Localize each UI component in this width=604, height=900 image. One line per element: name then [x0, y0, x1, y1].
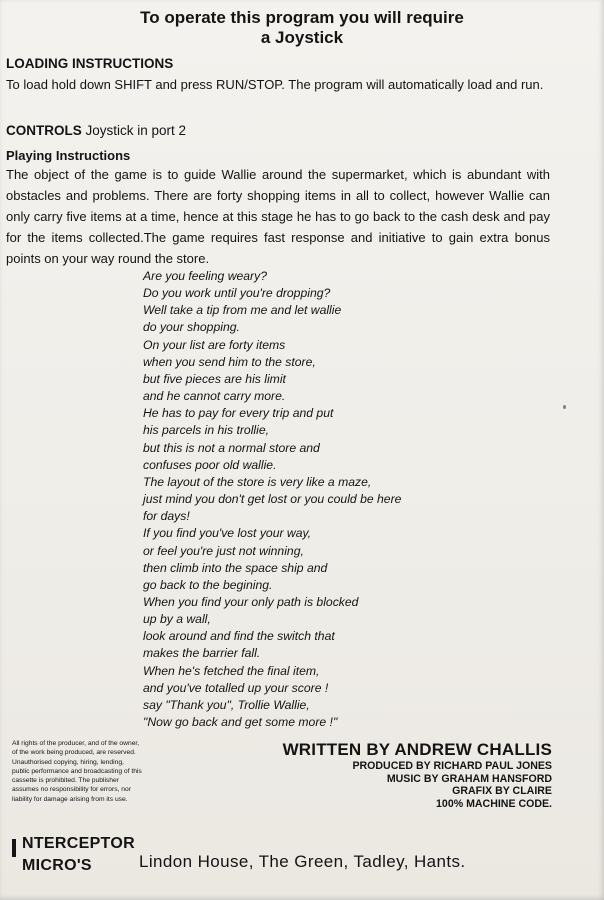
rights-notice: [12, 739, 197, 804]
page-title: [0, 8, 604, 48]
title-line-1: To operate this program you will require: [140, 8, 464, 27]
controls-label: CONTROLS: [6, 123, 82, 138]
poem-line: If you find you've lost your way,: [143, 526, 312, 541]
rights-line: of the work being produced, are reserved.: [12, 749, 136, 757]
poem-line: but five pieces are his limit: [143, 371, 286, 386]
rights-line: All rights of the producer, and of the owner,: [12, 740, 140, 747]
controls-text: Joystick in port 2: [85, 123, 187, 138]
credits: [283, 740, 552, 810]
poem-line: but this is not a normal store and: [143, 440, 320, 455]
poem-line: confuses poor old wallie.: [143, 457, 277, 472]
machine-code: 100% MACHINE CODE.: [436, 797, 552, 810]
poem-line: and he cannot carry more.: [143, 389, 286, 404]
poem-line: The layout of the store is very like a maze,: [143, 474, 372, 489]
poem-line: up by a wall,: [143, 612, 211, 627]
poem-line: Do you work until you're dropping?: [143, 286, 331, 301]
poem-line: look around and find the switch that: [143, 629, 335, 644]
poem-line: When you find your only path is blocked: [143, 594, 359, 609]
poem-line: When he's fetched the final item,: [143, 663, 320, 678]
poem-line: go back to the begining.: [143, 577, 273, 592]
poem-line: On your list are forty items: [143, 337, 286, 352]
music-by: MUSIC BY GRAHAM HANSFORD: [386, 772, 552, 785]
poem-line: makes the barrier fall.: [143, 646, 261, 661]
poem-line: then climb into the space ship and: [143, 560, 328, 575]
poem-line: Well take a tip from me and let wallie: [143, 303, 342, 318]
poem-line: say "Thank you", Trollie Wallie,: [143, 697, 310, 712]
logo-line-1: NTERCEPTOR: [22, 835, 135, 852]
poem-line: and you've totalled up your score !: [143, 680, 329, 695]
poem-line: do your shopping.: [143, 320, 240, 335]
grafix-by: GRAFIX BY CLAIRE: [452, 785, 552, 797]
poem-line: for days!: [143, 509, 190, 524]
poem-line: "Now go back and get some more !": [143, 715, 338, 730]
produced-by: PRODUCED BY RICHARD PAUL JONES: [352, 760, 552, 772]
paper-speck: [563, 405, 566, 409]
interceptor-logo: [10, 834, 138, 889]
rights-line: cassette is prohibited. The publisher: [12, 777, 119, 785]
playing-text: The object of the game is to guide Wallie around the supermarket, which is abundant with obstacles and problems. There are forty shopping items in all to collect, however Wallie can only carry five items at a time, hence at this stage he has to go back to the cash desk and pay for the items collected.The game requires fast response and initiative to gain extra bonus points on your way round the store.: [6, 167, 550, 266]
poem-line: He has to pay for every trip and put: [143, 406, 334, 421]
poem-line: his parcels in his trollie,: [143, 423, 269, 438]
controls-line: [6, 121, 186, 142]
title-line-2: a Joystick: [260, 28, 344, 47]
publisher-address: Lindon House, The Green, Tadley, Hants.: [139, 852, 466, 871]
playing-title: Playing Instructions: [6, 148, 131, 163]
poem-line: just mind you don't get lost or you could be here: [143, 492, 402, 507]
poem-line: or feel you're just not winning,: [143, 543, 304, 558]
written-by: WRITTEN BY ANDREW CHALLIS: [282, 740, 552, 759]
rights-line: Unauthorised copying, hiring, lending,: [12, 758, 124, 766]
poem: [143, 268, 401, 731]
rights-line: public performance and broadcasting of this: [12, 767, 142, 775]
logo-line-2: MICRO'S: [22, 857, 92, 874]
loading-title: LOADING INSTRUCTIONS: [6, 56, 174, 71]
rights-line: liability for damage arising from its use.: [12, 795, 128, 803]
rights-line: assumes no responsibility for errors, nor: [12, 786, 131, 794]
poem-line: Are you feeling weary?: [143, 269, 267, 283]
logo-mark-icon: [12, 839, 16, 857]
loading-text: To load hold down SHIFT and press RUN/STOP. The program will automatically load and run.: [6, 77, 544, 92]
poem-line: when you send him to the store,: [143, 354, 316, 369]
